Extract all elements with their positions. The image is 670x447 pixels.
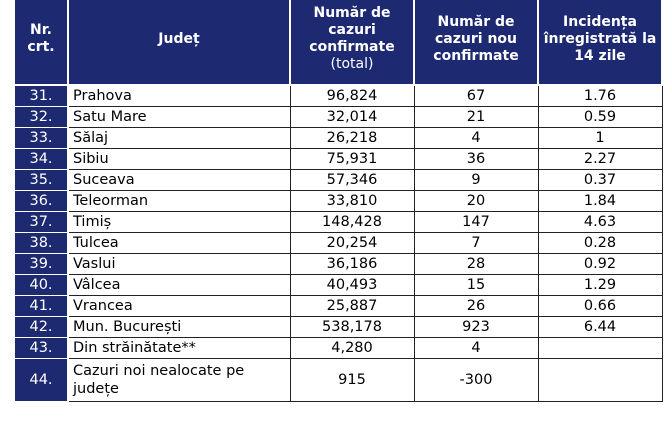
county-name: Sibiu (68, 149, 290, 170)
incidence-value: 6.44 (538, 317, 662, 338)
table-body (14, 85, 662, 402)
table-row (14, 170, 662, 191)
incidence-value: 0.92 (538, 254, 662, 275)
new-cases: 9 (414, 170, 538, 191)
new-cases: 4 (414, 338, 538, 359)
table-header (14, 0, 662, 85)
county-name: Timiș (68, 212, 290, 233)
county-name: Teleorman (68, 191, 290, 212)
new-cases: 4 (414, 128, 538, 149)
row-number: 35. (14, 170, 68, 191)
incidence-value: 1.29 (538, 275, 662, 296)
county-name: Prahova (68, 85, 290, 107)
row-number: 43. (14, 338, 68, 359)
new-cases: 21 (414, 107, 538, 128)
row-number: 32. (14, 107, 68, 128)
incidence-value (538, 338, 662, 359)
table-row (14, 128, 662, 149)
incidence-value: 4.63 (538, 212, 662, 233)
county-name: Vâlcea (68, 275, 290, 296)
incidence-value: 0.37 (538, 170, 662, 191)
table-row (14, 191, 662, 212)
total-cases: 915 (290, 359, 414, 402)
total-cases: 32,014 (290, 107, 414, 128)
row-number: 37. (14, 212, 68, 233)
row-number: 34. (14, 149, 68, 170)
header-incidence: Incidența înregistrată la 14 zile (538, 0, 662, 85)
incidence-value: 1 (538, 128, 662, 149)
new-cases: 923 (414, 317, 538, 338)
county-name: Mun. București (68, 317, 290, 338)
county-cases-table (13, 0, 663, 402)
new-cases: 67 (414, 85, 538, 107)
new-cases: 36 (414, 149, 538, 170)
total-cases: 33,810 (290, 191, 414, 212)
total-cases: 4,280 (290, 338, 414, 359)
row-number: 44. (14, 359, 68, 402)
county-name: Tulcea (68, 233, 290, 254)
header-judet: Județ (68, 0, 290, 85)
header-total-line4: (total) (330, 56, 374, 72)
new-cases: -300 (414, 359, 538, 402)
county-name: Sălaj (68, 128, 290, 149)
row-number: 41. (14, 296, 68, 317)
county-name: Vrancea (68, 296, 290, 317)
table-row (14, 85, 662, 107)
table-row (14, 107, 662, 128)
header-total-line2: cazuri (328, 22, 376, 38)
table-row (14, 212, 662, 233)
table-row (14, 359, 662, 402)
county-name: Vaslui (68, 254, 290, 275)
county-name: Suceava (68, 170, 290, 191)
total-cases: 148,428 (290, 212, 414, 233)
county-name: Cazuri noi nealocate pe județe (68, 359, 290, 402)
incidence-value: 1.76 (538, 85, 662, 107)
new-cases: 15 (414, 275, 538, 296)
header-new: Număr de cazuri nou confirmate (414, 0, 538, 85)
total-cases: 96,824 (290, 85, 414, 107)
table-row (14, 338, 662, 359)
row-number: 33. (14, 128, 68, 149)
new-cases: 26 (414, 296, 538, 317)
incidence-value: 1.84 (538, 191, 662, 212)
incidence-value: 0.66 (538, 296, 662, 317)
row-number: 36. (14, 191, 68, 212)
total-cases: 57,346 (290, 170, 414, 191)
row-number: 31. (14, 85, 68, 107)
header-total (290, 0, 414, 85)
total-cases: 20,254 (290, 233, 414, 254)
total-cases: 36,186 (290, 254, 414, 275)
row-number: 42. (14, 317, 68, 338)
total-cases: 75,931 (290, 149, 414, 170)
county-name: Satu Mare (68, 107, 290, 128)
incidence-value: 2.27 (538, 149, 662, 170)
incidence-value (538, 359, 662, 402)
new-cases: 7 (414, 233, 538, 254)
total-cases: 26,218 (290, 128, 414, 149)
incidence-value: 0.28 (538, 233, 662, 254)
row-number: 38. (14, 233, 68, 254)
table-row (14, 149, 662, 170)
table-row (14, 233, 662, 254)
table-row (14, 254, 662, 275)
total-cases: 40,493 (290, 275, 414, 296)
header-nr: Nr. crt. (14, 0, 68, 85)
new-cases: 28 (414, 254, 538, 275)
total-cases: 538,178 (290, 317, 414, 338)
row-number: 39. (14, 254, 68, 275)
incidence-value: 0.59 (538, 107, 662, 128)
new-cases: 20 (414, 191, 538, 212)
header-total-line1: Număr de (313, 5, 391, 21)
header-row (14, 0, 662, 85)
total-cases: 25,887 (290, 296, 414, 317)
row-number: 40. (14, 275, 68, 296)
table-row (14, 296, 662, 317)
table-row (14, 317, 662, 338)
new-cases: 147 (414, 212, 538, 233)
table-row (14, 275, 662, 296)
county-name: Din străinătate** (68, 338, 290, 359)
header-total-line3: confirmate (309, 39, 395, 55)
